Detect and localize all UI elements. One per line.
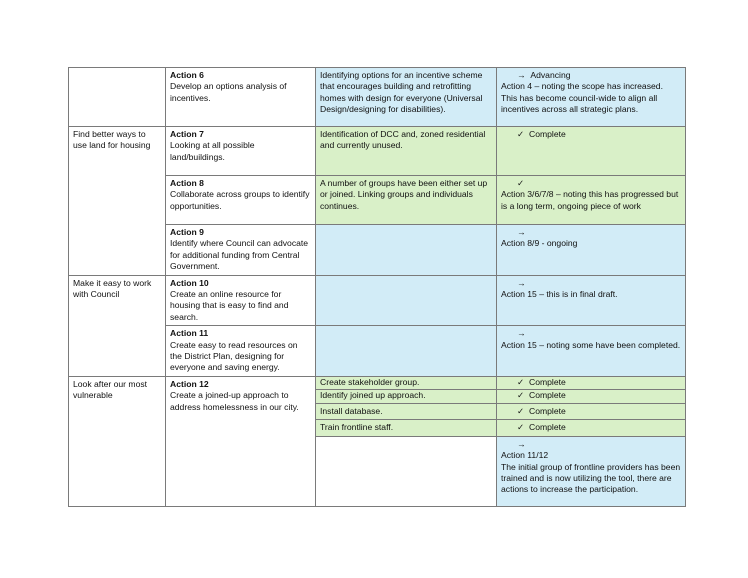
goal-text: Make it easy to work with Council	[73, 277, 152, 300]
action-title: Action 12	[170, 378, 209, 389]
detail-text: Install database.	[320, 405, 383, 416]
action-title: Action 8	[170, 178, 204, 188]
table-row	[69, 68, 686, 127]
detail-cell	[316, 225, 497, 276]
goal-text: Find better ways to use land for housing	[73, 129, 151, 151]
detail-cell	[316, 376, 497, 389]
status-cell	[497, 225, 686, 276]
status-cell	[497, 127, 686, 176]
goal-cell	[69, 376, 166, 506]
action-title: Action 6	[170, 70, 204, 80]
action-title: Action 10	[170, 277, 209, 288]
action-cell	[166, 275, 316, 326]
action-title: Action 11	[170, 328, 209, 339]
action-description: Create easy to read resources on the District Plan, designing for everyone and saving energy.	[170, 339, 298, 373]
action-cell	[166, 127, 316, 176]
status-cell	[497, 275, 686, 326]
action-plan-table	[68, 67, 686, 507]
check-icon: ✓	[517, 376, 525, 387]
status-label: Complete	[528, 405, 566, 416]
action-description: Looking at all possible land/buildings.	[170, 140, 255, 162]
detail-text: Create stakeholder group.	[320, 376, 420, 387]
action-description: Create a joined-up approach to address homelessness in our city.	[170, 390, 299, 412]
action-cell	[166, 176, 316, 225]
table-row	[69, 127, 686, 176]
detail-cell	[316, 275, 497, 326]
detail-text: A number of groups have been either set up or joined. Linking groups and individuals continues.	[320, 178, 488, 211]
check-icon: ✓	[517, 129, 525, 139]
status-title: Action 11/12	[501, 450, 549, 461]
detail-cell	[316, 127, 497, 176]
arrow-right-icon: →	[517, 328, 526, 339]
status-cell	[497, 176, 686, 225]
status-label: Complete	[528, 376, 566, 387]
action-cell	[166, 225, 316, 276]
action-description: Collaborate across groups to identify opportunities.	[170, 189, 310, 211]
status-note: The initial group of frontline providers has been trained and is now utilizing the tool, there are actions to increase the participation.	[501, 461, 681, 495]
detail-cell	[316, 176, 497, 225]
status-note: Action 15 – this is in final draft.	[501, 289, 618, 300]
arrow-right-icon: →	[517, 227, 526, 237]
status-label: Complete	[528, 422, 566, 433]
status-label: Complete	[528, 129, 566, 139]
goal-cell	[69, 275, 166, 376]
detail-text: Identify joined up approach.	[320, 389, 426, 400]
detail-cell	[316, 389, 497, 403]
check-icon: ✓	[517, 422, 525, 433]
action-title: Action 7	[170, 129, 204, 139]
status-cell	[497, 376, 686, 389]
detail-cell	[316, 326, 497, 377]
status-cell	[497, 326, 686, 377]
status-cell	[497, 68, 686, 127]
status-cell	[497, 420, 686, 436]
status-cell	[497, 389, 686, 403]
arrow-right-icon: →	[517, 438, 526, 449]
status-cell	[497, 436, 686, 506]
arrow-right-icon: →	[517, 70, 526, 80]
detail-text: Train frontline staff.	[320, 422, 394, 433]
status-note: Action 8/9 - ongoing	[501, 238, 578, 249]
action-description: Create an online resource for housing that is easy to find and search.	[170, 289, 289, 322]
status-note: Action 3/6/7/8 – noting this has progressed but is a long term, ongoing piece of work	[501, 189, 679, 211]
detail-cell	[316, 68, 497, 127]
status-cell	[497, 403, 686, 419]
detail-text: Identifying options for an incentive scheme that encourages building and retrofitting homes with design for everyone (Universal Design/designing for disabilities).	[320, 70, 483, 115]
goal-text: Look after our most vulnerable	[73, 378, 148, 401]
action-cell	[166, 68, 316, 127]
goal-cell	[69, 127, 166, 276]
action-description: Develop an options analysis of incentives.	[170, 81, 287, 103]
check-icon: ✓	[517, 405, 525, 416]
detail-text: Identification of DCC and, zoned residential and currently unused.	[320, 129, 486, 151]
check-icon: ✓	[517, 389, 525, 400]
detail-cell	[316, 436, 497, 506]
goal-cell	[69, 68, 166, 127]
table-row	[69, 275, 686, 326]
detail-cell	[316, 403, 497, 419]
action-title: Action 9	[170, 227, 204, 237]
detail-cell	[316, 420, 497, 436]
status-note: Action 4 – noting the scope has increased. This has become council-wide to align all incentives across all strategic plans.	[501, 81, 663, 115]
table-row	[69, 376, 686, 389]
check-icon: ✓	[517, 178, 525, 188]
action-description: Identify where Council can advocate for additional funding from Central Government.	[170, 238, 309, 272]
status-label: Advancing	[530, 70, 571, 80]
arrow-right-icon: →	[517, 277, 526, 288]
action-cell	[166, 376, 316, 506]
status-label: Complete	[528, 389, 566, 400]
action-cell	[166, 326, 316, 377]
status-note: Action 15 – noting some have been completed.	[501, 339, 681, 350]
